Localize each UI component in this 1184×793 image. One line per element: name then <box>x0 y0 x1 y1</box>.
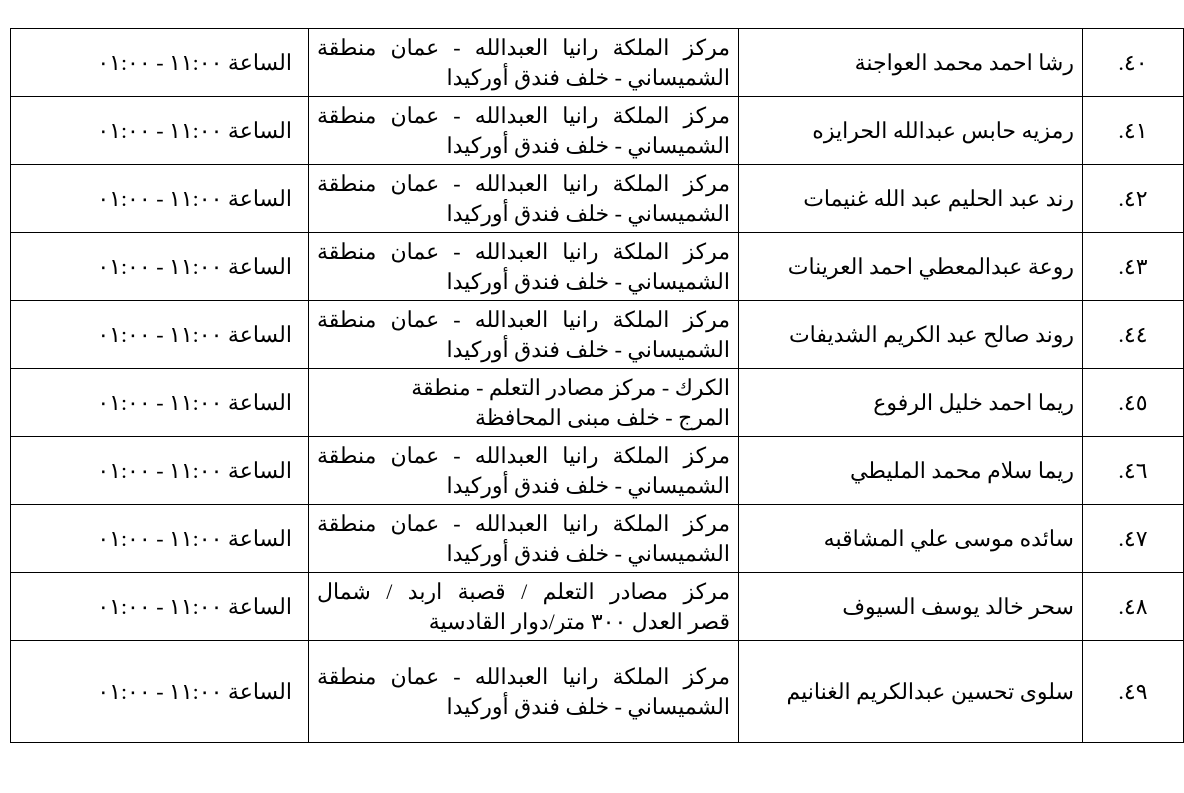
location-cell <box>309 641 739 743</box>
row-number: ٤٥. <box>1083 369 1184 437</box>
location-line: مركز الملكة رانيا العبدالله - عمان منطقة <box>317 663 730 689</box>
location-line: الشميساني - خلف فندق أوركيدا <box>446 336 730 362</box>
location-line: الشميساني - خلف فندق أوركيدا <box>446 268 730 294</box>
location-cell <box>309 369 739 437</box>
location-cell <box>309 505 739 573</box>
row-number: ٤٨. <box>1083 573 1184 641</box>
location-line: مركز الملكة رانيا العبدالله - عمان منطقة <box>317 102 730 128</box>
row-number: ٤٦. <box>1083 437 1184 505</box>
person-name: رشا احمد محمد العواجنة <box>739 29 1083 97</box>
location-line: مركز الملكة رانيا العبدالله - عمان منطقة <box>317 170 730 196</box>
location-line: الشميساني - خلف فندق أوركيدا <box>446 540 730 566</box>
location-cell <box>309 165 739 233</box>
time-slot: الساعة ١١:٠٠ - ٠١:٠٠ <box>11 641 309 743</box>
table-row <box>11 505 1184 573</box>
table-row <box>11 641 1184 743</box>
location-line: الشميساني - خلف فندق أوركيدا <box>446 200 730 226</box>
location-cell <box>309 301 739 369</box>
location-line: مركز الملكة رانيا العبدالله - عمان منطقة <box>317 34 730 60</box>
time-slot: الساعة ١١:٠٠ - ٠١:٠٠ <box>11 369 309 437</box>
time-slot: الساعة ١١:٠٠ - ٠١:٠٠ <box>11 437 309 505</box>
row-number: ٤٠. <box>1083 29 1184 97</box>
row-number: ٤٧. <box>1083 505 1184 573</box>
person-name: روند صالح عبد الكريم الشديفات <box>739 301 1083 369</box>
person-name: رند عبد الحليم عبد الله غنيمات <box>739 165 1083 233</box>
table-row <box>11 437 1184 505</box>
time-slot: الساعة ١١:٠٠ - ٠١:٠٠ <box>11 165 309 233</box>
location-cell <box>309 29 739 97</box>
row-number: ٤٤. <box>1083 301 1184 369</box>
person-name: سحر خالد يوسف السيوف <box>739 573 1083 641</box>
location-cell <box>309 97 739 165</box>
row-number: ٤٢. <box>1083 165 1184 233</box>
location-line: مركز الملكة رانيا العبدالله - عمان منطقة <box>317 306 730 332</box>
table-row <box>11 233 1184 301</box>
table-row <box>11 29 1184 97</box>
location-line: الشميساني - خلف فندق أوركيدا <box>446 472 730 498</box>
time-slot: الساعة ١١:٠٠ - ٠١:٠٠ <box>11 233 309 301</box>
location-line: الشميساني - خلف فندق أوركيدا <box>446 132 730 158</box>
table-row <box>11 369 1184 437</box>
table-row <box>11 97 1184 165</box>
row-number: ٤٩. <box>1083 641 1184 743</box>
location-line: مركز الملكة رانيا العبدالله - عمان منطقة <box>317 238 730 264</box>
row-number: ٤٣. <box>1083 233 1184 301</box>
location-cell <box>309 233 739 301</box>
row-number: ٤١. <box>1083 97 1184 165</box>
time-slot: الساعة ١١:٠٠ - ٠١:٠٠ <box>11 301 309 369</box>
person-name: ريما سلام محمد المليطي <box>739 437 1083 505</box>
time-slot: الساعة ١١:٠٠ - ٠١:٠٠ <box>11 505 309 573</box>
location-line: مركز الملكة رانيا العبدالله - عمان منطقة <box>317 510 730 536</box>
person-name: ريما احمد خليل الرفوع <box>739 369 1083 437</box>
table-row <box>11 573 1184 641</box>
location-line: مركز مصادر التعلم / قصبة اربد / شمال <box>317 578 730 604</box>
person-name: سائده موسى علي المشاقبه <box>739 505 1083 573</box>
location-cell <box>309 573 739 641</box>
schedule-table <box>10 28 1184 743</box>
location-line: الكرك - مركز مصادر التعلم - منطقة <box>411 374 730 400</box>
person-name: روعة عبدالمعطي احمد العرينات <box>739 233 1083 301</box>
location-line: الشميساني - خلف فندق أوركيدا <box>446 64 730 90</box>
table-row <box>11 165 1184 233</box>
table-row <box>11 301 1184 369</box>
time-slot: الساعة ١١:٠٠ - ٠١:٠٠ <box>11 29 309 97</box>
location-line: قصر العدل ٣٠٠ متر/دوار القادسية <box>428 608 730 634</box>
location-cell <box>309 437 739 505</box>
location-line: مركز الملكة رانيا العبدالله - عمان منطقة <box>317 442 730 468</box>
location-line: الشميساني - خلف فندق أوركيدا <box>446 693 730 719</box>
time-slot: الساعة ١١:٠٠ - ٠١:٠٠ <box>11 97 309 165</box>
person-name: سلوى تحسين عبدالكريم الغنانيم <box>739 641 1083 743</box>
time-slot: الساعة ١١:٠٠ - ٠١:٠٠ <box>11 573 309 641</box>
person-name: رمزيه حابس عبدالله الحرايزه <box>739 97 1083 165</box>
location-line: المرج - خلف مبنى المحافظة <box>474 404 730 430</box>
